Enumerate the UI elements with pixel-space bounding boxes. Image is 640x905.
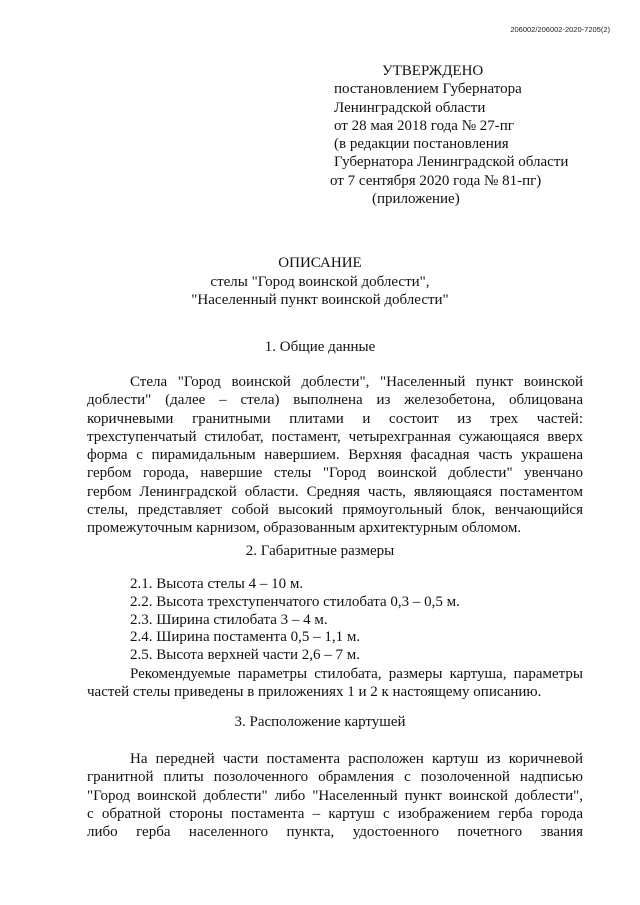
paragraph-line: гербом Ленинградской области. Средняя часть, являющаяся постаментом <box>87 483 583 500</box>
section-paragraph <box>87 373 583 538</box>
paragraph-line: стелы, представляет собой высокий прямоугольный блок, венчающийся <box>87 502 583 519</box>
document-title <box>0 254 640 310</box>
section-paragraph <box>87 665 583 702</box>
paragraph-line: Рекомендуемые параметры стилобата, размеры картуша, параметры <box>130 666 583 682</box>
approval-stamp <box>330 62 620 208</box>
paragraph-line: коричневыми гранитными плитами и состоит из трех частей: <box>87 410 583 427</box>
paragraph-line: "Город воинской доблести" либо "Населенный пункт воинской доблести", <box>87 787 583 804</box>
section-heading: 3. Расположение картушей <box>234 714 406 730</box>
list-item: 2.3. Ширина стилобата 3 – 4 м. <box>130 611 328 628</box>
list-item: 2.1. Высота стелы 4 – 10 м. <box>130 576 304 592</box>
title-main: ОПИСАНИЕ <box>278 255 362 271</box>
section-heading: 1. Общие данные <box>264 339 376 355</box>
paragraph-line: промежуточным карнизом, образованным архитектурным обломом. <box>87 520 522 537</box>
title-line: "Населенный пункт воинской доблести" <box>191 292 449 308</box>
approval-heading: УТВЕРЖДЕНО <box>382 63 484 79</box>
paragraph-line: Стела "Город воинской доблести", "Населенный пункт воинской <box>130 374 583 390</box>
document-id: 206002/206002-2020-7205(2) <box>510 25 610 34</box>
paragraph-line: форма с пирамидальным навершием. Верхняя фасадная часть украшена <box>87 447 583 464</box>
paragraph-line: либо герба населенного пункта, удостоенного почетного звания <box>87 824 583 841</box>
section-heading: 2. Габаритные размеры <box>245 543 395 559</box>
approval-line: (в редакции постановления <box>334 136 509 153</box>
approval-line: постановлением Губернатора <box>334 81 522 98</box>
paragraph-line: На передней части постамента расположен картуш из коричневой <box>130 751 583 767</box>
paragraph-line: частей стелы приведены в приложениях 1 и 2 к настоящему описанию. <box>87 684 542 701</box>
title-line: стелы "Город воинской доблести", <box>210 273 430 290</box>
list-item: 2.4. Ширина постамента 0,5 – 1,1 м. <box>130 629 361 646</box>
paragraph-line: доблести" (далее – стела) выполнена из железобетона, облицована <box>87 392 583 409</box>
approval-line: от 28 мая 2018 года № 27-пг <box>334 117 514 134</box>
dimensions-list <box>130 576 590 665</box>
list-item: 2.5. Высота верхней части 2,6 – 7 м. <box>130 647 360 664</box>
approval-line: от 7 сентября 2020 года № 81-пг) <box>330 172 542 189</box>
list-item: 2.2. Высота трехступенчатого стилобата 0,3 – 0,5 м. <box>130 593 460 610</box>
approval-line: Губернатора Ленинградской области <box>334 154 569 171</box>
section-paragraph <box>87 750 583 841</box>
approval-line: (приложение) <box>372 191 460 208</box>
paragraph-line: с обратной стороны постамента – картуш с изображением герба города <box>87 805 583 822</box>
paragraph-line: гербом города, навершие стелы "Город воинской доблести" увенчано <box>87 465 583 482</box>
paragraph-line: гранитной плиты позолоченного обрамления с позолоченной надписью <box>87 769 583 786</box>
approval-line: Ленинградской области <box>334 99 486 116</box>
paragraph-line: трехступенчатый стилобат, постамент, четырехгранная сужающаяся вверх <box>87 428 583 445</box>
